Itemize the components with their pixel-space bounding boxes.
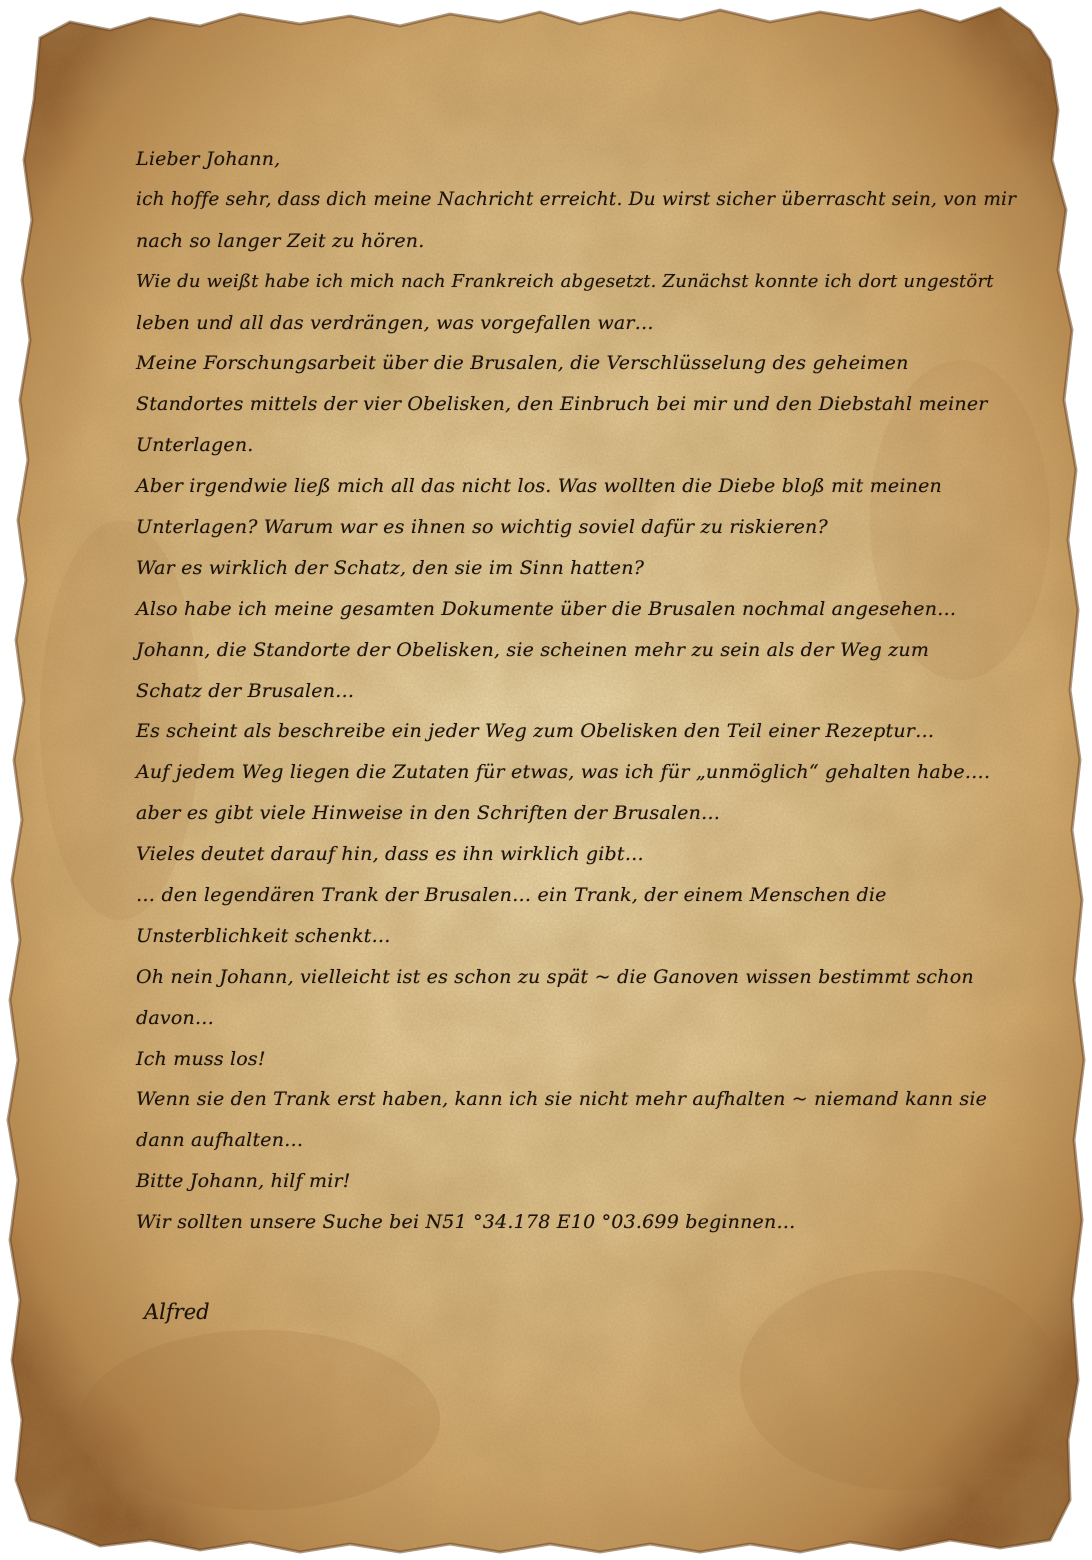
letter-line: aber es gibt viele Hinweise in den Schriften der Brusalen… [136, 802, 721, 825]
letter-line: Unterlagen. [136, 434, 254, 457]
letter-line: Auf jedem Weg liegen die Zutaten für etwas, was ich für „unmöglich“ gehalten habe…. [136, 761, 991, 784]
letter-line: leben und all das verdrängen, was vorgefallen war… [136, 311, 654, 334]
letter-line: Also habe ich meine gesamten Dokumente über die Brusalen nochmal angesehen… [136, 597, 957, 620]
letter-line: Meine Forschungsarbeit über die Brusalen, die Verschlüsselung des geheimen [136, 352, 909, 375]
letter-line: Wie du weißt habe ich mich nach Frankreich abgesetzt. Zunächst konnte ich dort ungestört [136, 270, 994, 292]
letter-line: Oh nein Johann, vielleicht ist es schon zu spät ~ die Ganoven wissen bestimmt schon [136, 965, 974, 988]
letter-line: Vieles deutet darauf hin, dass es ihn wirklich gibt… [136, 843, 644, 866]
letter-line: Standortes mittels der vier Obelisken, den Einbruch bei mir und den Diebstahl meiner [136, 393, 988, 416]
letter-line: Ich muss los! [136, 1047, 266, 1070]
signature: Alfred [144, 1300, 210, 1324]
letter-line: Aber irgendwie ließ mich all das nicht los. Was wollten die Diebe bloß mit meinen [136, 475, 942, 498]
letter-line: … den legendären Trank der Brusalen… ein Trank, der einem Menschen die [136, 884, 887, 907]
letter-line: Bitte Johann, hilf mir! [136, 1170, 351, 1193]
letter-line: nach so langer Zeit zu hören. [136, 229, 425, 252]
letter-line: Wenn sie den Trank erst haben, kann ich sie nicht mehr aufhalten ~ niemand kann sie [136, 1088, 988, 1111]
letter-line: War es wirklich der Schatz, den sie im Sinn hatten? [136, 556, 645, 579]
letter-line: Lieber Johann, [136, 148, 281, 170]
letter-line: Wir sollten unsere Suche bei N51 °34.178 E10 °03.699 beginnen… [136, 1211, 796, 1234]
letter-body [136, 139, 1016, 1243]
letter-line: davon… [136, 1006, 215, 1029]
letter-line: Es scheint als beschreibe ein jeder Weg zum Obelisken den Teil einer Rezeptur… [136, 720, 935, 743]
letter-line: ich hoffe sehr, dass dich meine Nachricht erreicht. Du wirst sicher überrascht sein, von mir [136, 188, 1017, 210]
letter-line: dann aufhalten… [136, 1129, 304, 1152]
letter-line: Unterlagen? Warum war es ihnen so wichtig soviel dafür zu riskieren? [136, 516, 828, 539]
letter-line: Unsterblichkeit schenkt… [136, 924, 391, 947]
letter-line: Schatz der Brusalen… [136, 679, 355, 702]
letter-line: Johann, die Standorte der Obelisken, sie scheinen mehr zu sein als der Weg zum [136, 638, 930, 661]
